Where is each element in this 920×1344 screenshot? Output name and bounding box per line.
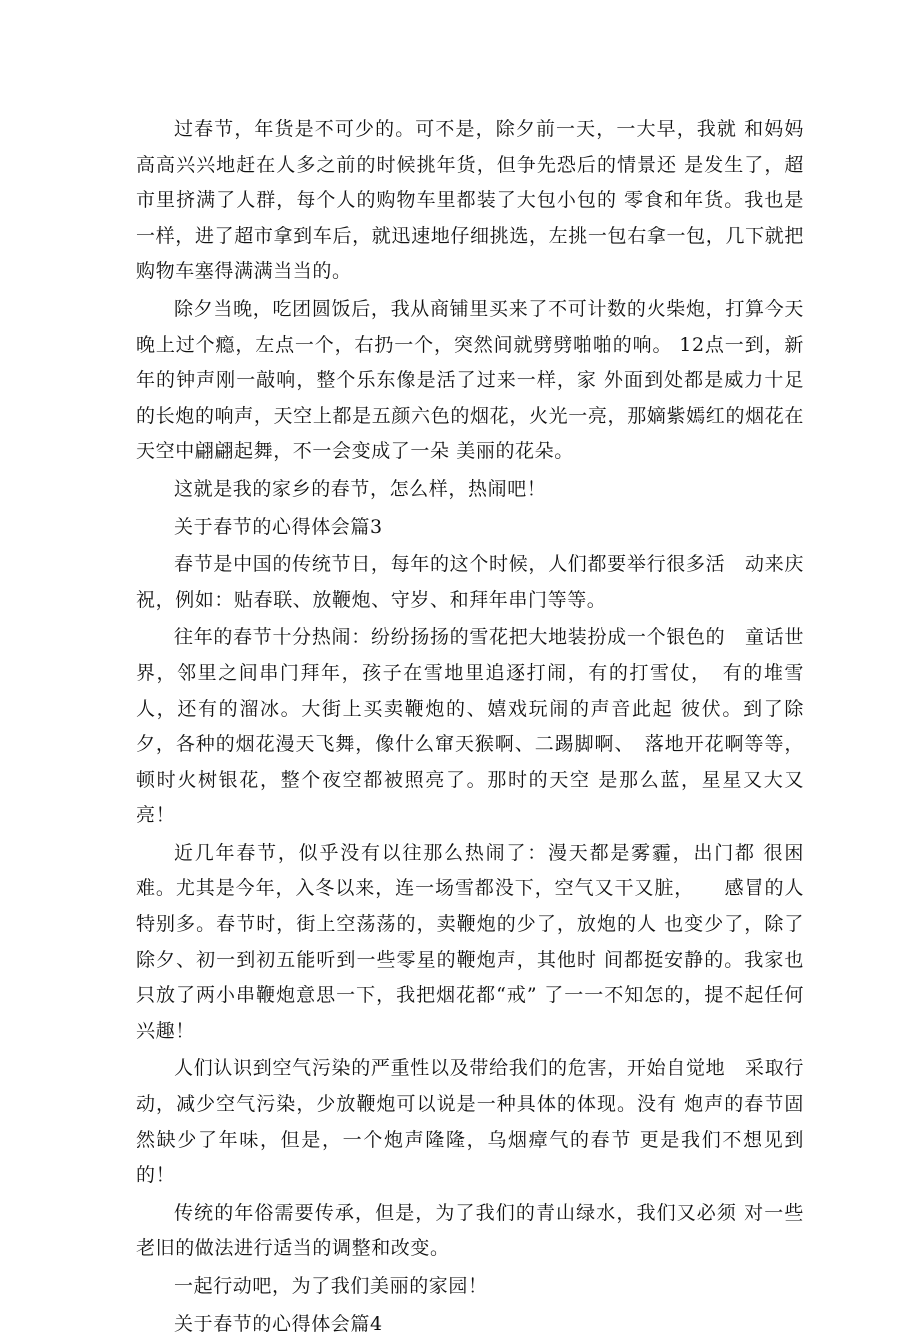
paragraph-past-festivals: 往年的春节十分热闹：纷纷扬扬的雪花把大地装扮成一个银色的 童话世界，邻里之间串门拜年，孩子在雪地里追逐打闹，有的打雪仗， 有的堆雪人，还有的溜冰。大街上买卖鞭炮的、嬉戏玩闹的声音此起 彼伏。到了除夕，各种的烟花漫天飞舞，像什么窜天猴啊、二踢脚啊、 落地开花啊等等，顿时火树银花，整个夜空都被照亮了。那时的天空 是那么蓝，星星又大又亮！ (136, 626, 804, 827)
paragraph-new-years-eve: 除夕当晚，吃团圆饭后，我从商铺里买来了不可计数的火柴炮，打算今天晚上过个瘾，左点一个，右扔一个，突然间就劈劈啪啪的响。 12点一到，新年的钟声刚一敲响，整个乐东像是活了过来一样，家 外面到处都是威力十足的长炮的响声，天空上都是五颜六色的烟花，火光一亮，那嫡紫嫣红的烟花在天空中翩翩起舞，不一会变成了一朵 美丽的花朵。 (136, 297, 804, 463)
paragraph-traditional-festival: 春节是中国的传统节日，每年的这个时候，人们都要举行很多活 动来庆祝，例如：贴春联、放鞭炮、守岁、和拜年串门等等。 (136, 553, 804, 611)
paragraph-air-pollution: 人们认识到空气污染的严重性以及带给我们的危害，开始自觉地 采取行动，减少空气污染，少放鞭炮可以说是一种具体的体现。没有 炮声的春节固然缺少了年味，但是，一个炮声隆隆，乌烟瘴气的春节 更是我们不想见到的！ (136, 1057, 804, 1187)
paragraph-tradition-change: 传统的年俗需要传承，但是，为了我们的青山绿水，我们又必须 对一些老旧的做法进行适当的调整和改变。 (136, 1201, 804, 1260)
paragraph-call-to-action: 一起行动吧，为了我们美丽的家园！ (174, 1275, 488, 1297)
paragraph-recent-years: 近几年春节，似乎没有以往那么热闹了：漫天都是雾霾，出门都 很困难。尤其是今年，入冬以来，连一场雪都没下，空气又干又脏， 感冒的人特别多。春节时，街上空荡荡的，卖鞭炮的少了，放炮的人 也变少了，除了除夕、初一到初五能听到一些零星的鞭炮声，其他时 间都挺安静的。我家也只放了两小串鞭炮意思一下，我把烟花都“戒” 了一一不知怎的，提不起任何兴趣！ (136, 841, 804, 1042)
paragraph-new-year-shopping: 过春节，年货是不可少的。可不是，除夕前一天，一大早，我就 和妈妈高高兴兴地赶在人多之前的时候挑年货，但争先恐后的情景还 是发生了，超市里挤满了人群，每个人的购物车里都装了大包小包的 零食和年货。我也是一样，进了超市拿到车后，就迅速地仔细挑选，左挑一包右拿一包，几下就把购物车塞得满满当当的。 (136, 118, 804, 283)
section-heading-4: 关于春节的心得体会篇4 (174, 1312, 383, 1335)
paragraph-hometown-festival: 这就是我的家乡的春节，怎么样，热闹吧！ (174, 477, 547, 500)
section-heading-3: 关于春节的心得体会篇3 (174, 515, 383, 538)
document-body (136, 112, 804, 1344)
